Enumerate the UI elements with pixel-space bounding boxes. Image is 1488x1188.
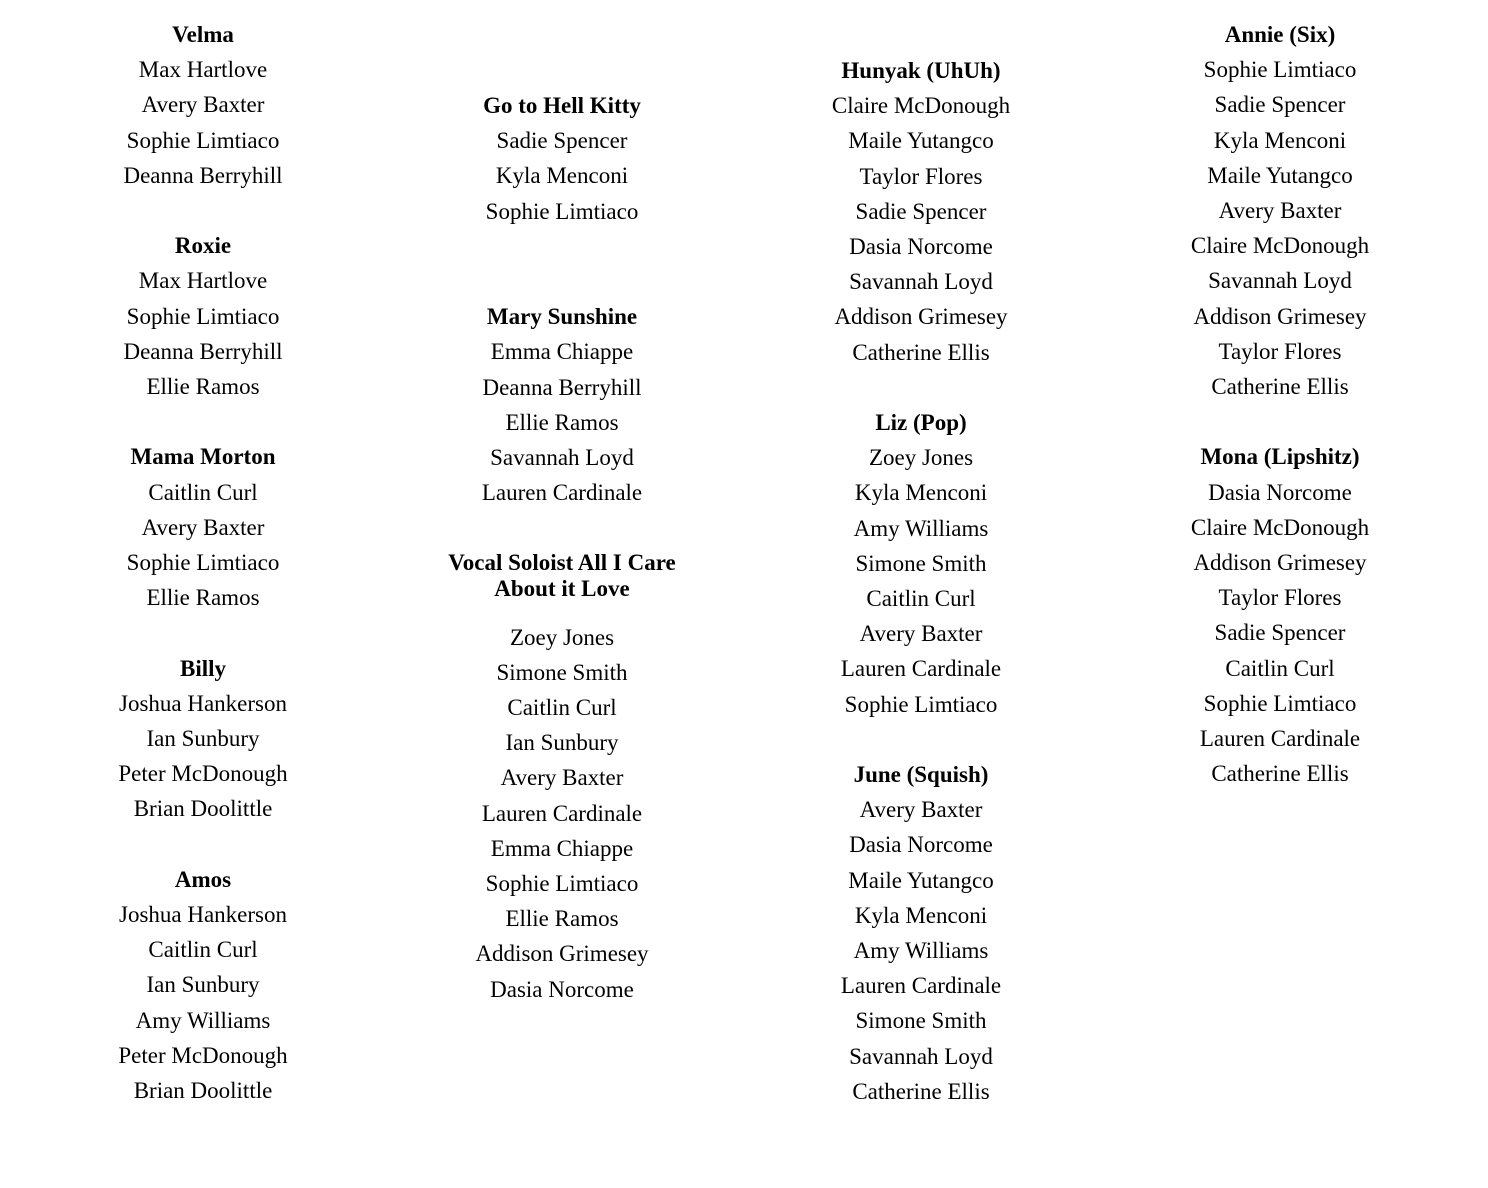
spacer bbox=[412, 229, 712, 299]
cast-member: Peter McDonough bbox=[118, 761, 288, 787]
cast-member: Simone Smith bbox=[855, 550, 987, 576]
cast-member: Emma Chiappe bbox=[490, 339, 634, 365]
cast-member: Brian Doolittle bbox=[133, 796, 273, 822]
cast-member: Sophie Limtiaco bbox=[844, 691, 998, 717]
cast-member: Sadie Spencer bbox=[496, 128, 628, 154]
role-group-roxie bbox=[53, 228, 353, 404]
cast-member: Catherine Ellis bbox=[1211, 761, 1349, 787]
spacer bbox=[771, 722, 1071, 757]
cast-member: Claire McDonough bbox=[1190, 514, 1370, 540]
cast-member: Caitlin Curl bbox=[866, 586, 976, 612]
cast-member: Sophie Limtiaco bbox=[126, 303, 280, 329]
cast-member: Kyla Menconi bbox=[854, 902, 988, 928]
role-heading: Mary Sunshine bbox=[486, 304, 638, 330]
role-group-june bbox=[771, 757, 1071, 1109]
role-heading: Annie (Six) bbox=[1224, 22, 1336, 47]
cast-member: Lauren Cardinale bbox=[481, 800, 643, 826]
cast-member: Max Hartlove bbox=[138, 268, 268, 294]
cast-member: Brian Doolittle bbox=[133, 1078, 273, 1104]
cast-member: Dasia Norcome bbox=[1208, 479, 1352, 505]
cast-member: Kyla Menconi bbox=[495, 163, 629, 189]
cast-member: Amy Williams bbox=[853, 515, 989, 541]
cast-member: Caitlin Curl bbox=[507, 695, 617, 721]
role-group-velma bbox=[53, 17, 353, 193]
role-group-billy bbox=[53, 651, 353, 827]
cast-member: Lauren Cardinale bbox=[840, 973, 1002, 999]
role-group-mona bbox=[1130, 439, 1430, 791]
cast-member: Avery Baxter bbox=[500, 765, 624, 791]
cast-member: Savannah Loyd bbox=[1208, 268, 1352, 294]
cast-member: Maile Yutangco bbox=[1207, 162, 1353, 188]
cast-member: Sophie Limtiaco bbox=[485, 198, 639, 224]
cast-member: Ellie Ramos bbox=[505, 409, 619, 435]
spacer bbox=[771, 370, 1071, 405]
cast-member: Addison Grimesey bbox=[475, 941, 649, 967]
cast-member: Taylor Flores bbox=[1218, 585, 1342, 611]
cast-member: Sadie Spencer bbox=[1214, 620, 1346, 646]
cast-member: Lauren Cardinale bbox=[481, 480, 643, 506]
cast-member: Joshua Hankerson bbox=[119, 690, 287, 716]
cast-member: Simone Smith bbox=[496, 659, 628, 685]
cast-member: Savannah Loyd bbox=[849, 1043, 993, 1069]
cast-column-4 bbox=[1130, 17, 1430, 791]
cast-member: Catherine Ellis bbox=[852, 339, 990, 365]
cast-member: Addison Grimesey bbox=[834, 304, 1008, 330]
spacer bbox=[53, 193, 353, 228]
cast-member: Sophie Limtiaco bbox=[126, 550, 280, 576]
cast-member: Sophie Limtiaco bbox=[1203, 690, 1357, 716]
role-group-mama-morton bbox=[53, 439, 353, 615]
spacer bbox=[53, 615, 353, 650]
role-heading-line: About it Love bbox=[494, 575, 630, 601]
role-heading: Billy bbox=[179, 655, 226, 681]
cast-member: Emma Chiappe bbox=[490, 835, 634, 861]
role-group-annie bbox=[1130, 17, 1430, 404]
role-group-go-to-hell-kitty bbox=[412, 88, 712, 229]
cast-member: Taylor Flores bbox=[859, 163, 983, 189]
spacer bbox=[53, 404, 353, 439]
role-heading bbox=[412, 546, 712, 620]
cast-member: Dasia Norcome bbox=[490, 976, 634, 1002]
cast-member: Deanna Berryhill bbox=[123, 338, 283, 364]
role-heading: Mama Morton bbox=[130, 444, 276, 470]
cast-member: Caitlin Curl bbox=[1225, 655, 1335, 681]
cast-column-2 bbox=[412, 88, 712, 1007]
cast-member: Addison Grimesey bbox=[1193, 303, 1367, 329]
cast-member: Maile Yutangco bbox=[848, 867, 994, 893]
cast-member: Ellie Ramos bbox=[505, 906, 619, 932]
cast-column-1 bbox=[53, 17, 353, 1108]
cast-member: Addison Grimesey bbox=[1193, 550, 1367, 576]
cast-member: Zoey Jones bbox=[868, 445, 974, 471]
cast-member: Lauren Cardinale bbox=[1199, 726, 1361, 752]
cast-member: Deanna Berryhill bbox=[482, 374, 642, 400]
role-heading: Liz (Pop) bbox=[875, 410, 967, 436]
cast-member: Deanna Berryhill bbox=[123, 162, 283, 188]
cast-member: Dasia Norcome bbox=[849, 234, 993, 260]
cast-member: Taylor Flores bbox=[1218, 338, 1342, 364]
cast-member: Kyla Menconi bbox=[854, 480, 988, 506]
role-group-liz bbox=[771, 405, 1071, 722]
role-group-amos bbox=[53, 862, 353, 1108]
cast-member: Avery Baxter bbox=[141, 92, 265, 118]
cast-member: Kyla Menconi bbox=[1213, 127, 1347, 153]
cast-column-3 bbox=[771, 53, 1071, 1109]
spacer bbox=[412, 510, 712, 545]
cast-member: Savannah Loyd bbox=[849, 269, 993, 295]
role-heading: June (Squish) bbox=[853, 762, 989, 788]
cast-member: Amy Williams bbox=[853, 938, 989, 964]
role-heading: Velma bbox=[172, 22, 234, 47]
role-heading: Mona (Lipshitz) bbox=[1200, 444, 1360, 470]
role-group-hunyak bbox=[771, 53, 1071, 370]
cast-member: Claire McDonough bbox=[1190, 233, 1370, 259]
cast-member: Dasia Norcome bbox=[849, 832, 993, 858]
cast-member: Sadie Spencer bbox=[855, 198, 987, 224]
cast-member: Caitlin Curl bbox=[148, 937, 258, 963]
cast-member: Maile Yutangco bbox=[848, 128, 994, 154]
cast-member: Avery Baxter bbox=[859, 621, 983, 647]
cast-member: Ian Sunbury bbox=[505, 730, 619, 756]
spacer bbox=[53, 827, 353, 862]
role-group-mary-sunshine bbox=[412, 299, 712, 510]
spacer bbox=[1130, 404, 1430, 439]
cast-member: Avery Baxter bbox=[1218, 198, 1342, 224]
cast-member: Zoey Jones bbox=[509, 624, 615, 650]
cast-member: Sophie Limtiaco bbox=[485, 871, 639, 897]
role-group-vocal-soloist bbox=[412, 546, 712, 1007]
cast-member: Joshua Hankerson bbox=[119, 902, 287, 928]
role-heading: Hunyak (UhUh) bbox=[841, 58, 1001, 83]
cast-member: Amy Williams bbox=[135, 1007, 271, 1033]
cast-member: Catherine Ellis bbox=[852, 1078, 990, 1104]
cast-member: Catherine Ellis bbox=[1211, 374, 1349, 400]
role-heading: Amos bbox=[174, 866, 232, 892]
cast-member: Sophie Limtiaco bbox=[1203, 57, 1357, 83]
cast-member: Caitlin Curl bbox=[148, 479, 258, 505]
cast-member: Sophie Limtiaco bbox=[126, 127, 280, 153]
cast-member: Claire McDonough bbox=[831, 93, 1011, 119]
role-heading-line: Vocal Soloist All I Care bbox=[448, 549, 676, 575]
cast-member: Lauren Cardinale bbox=[840, 656, 1002, 682]
cast-member: Simone Smith bbox=[855, 1008, 987, 1034]
cast-member: Ellie Ramos bbox=[146, 374, 260, 400]
role-heading: Roxie bbox=[174, 233, 232, 259]
cast-member: Ian Sunbury bbox=[146, 972, 260, 998]
cast-member: Avery Baxter bbox=[859, 797, 983, 823]
role-heading: Go to Hell Kitty bbox=[483, 93, 641, 118]
cast-member: Peter McDonough bbox=[118, 1042, 288, 1068]
cast-member: Sadie Spencer bbox=[1214, 92, 1346, 118]
cast-member: Max Hartlove bbox=[138, 57, 268, 83]
cast-member: Ian Sunbury bbox=[146, 726, 260, 752]
cast-member: Avery Baxter bbox=[141, 514, 265, 540]
cast-member: Ellie Ramos bbox=[146, 585, 260, 611]
cast-member: Savannah Loyd bbox=[490, 445, 634, 471]
